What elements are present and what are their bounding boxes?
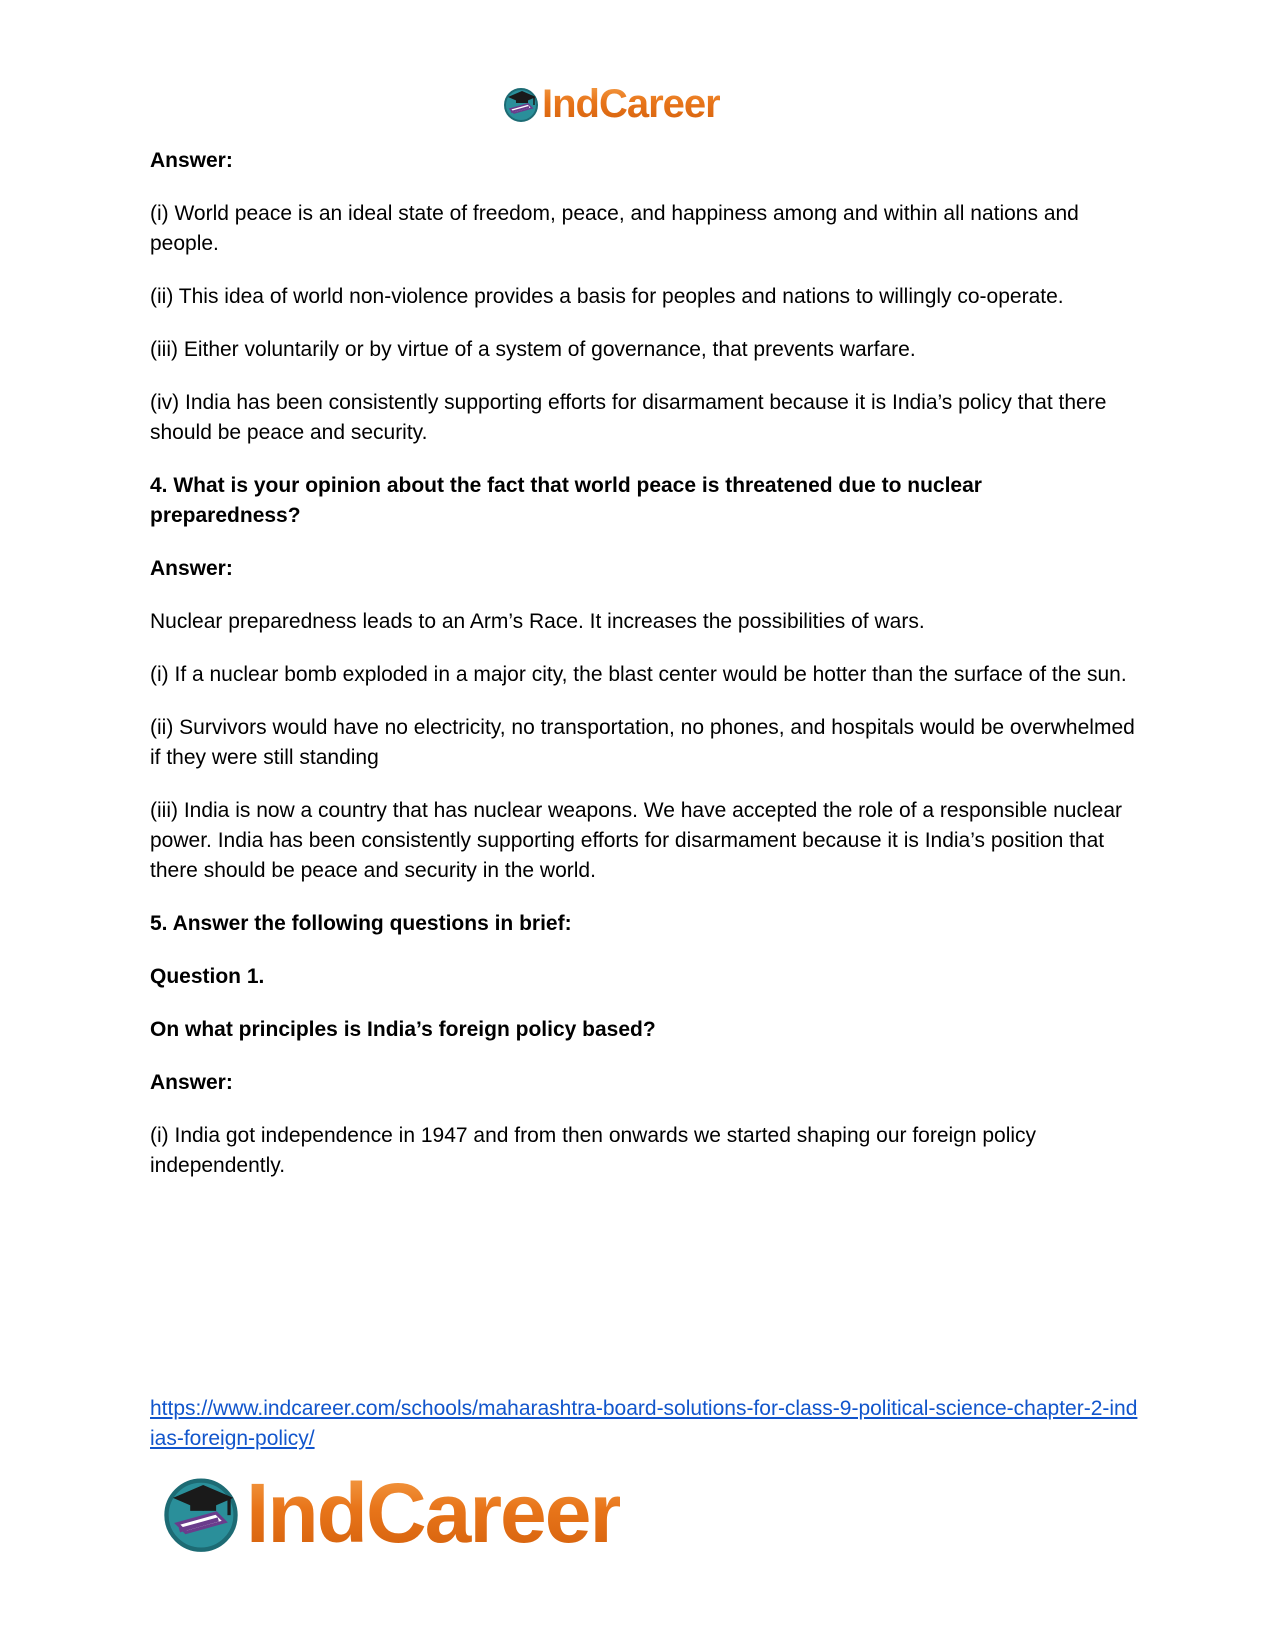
answer-point: (iii) Either voluntarily or by virtue of a system of governance, that prevents warfare. [150,338,916,361]
question-heading: 4. What is your opinion about the fact that world peace is threatened due to nuclear preparedness? [150,474,982,527]
graduation-cap-globe-icon [160,1472,242,1554]
header-logo [502,82,720,126]
answer-point: Nuclear preparedness leads to an Arm’s Race. It increases the possibilities of wars. [150,610,925,633]
document-body [150,146,1135,1204]
answer-point: (i) If a nuclear bomb exploded in a major city, the blast center would be hotter than the surface of the sun. [150,663,1127,686]
source-link[interactable]: https://www.indcareer.com/schools/maharashtra-board-solutions-for-class-9-political-science-chapter-2-indias-foreign-policy/ [150,1397,1138,1450]
answer-point: (iv) India has been consistently supporting efforts for disarmament because it is India’s policy that there should be peace and security. [150,391,1107,444]
graduation-cap-globe-icon [502,85,540,123]
logo-text: IndCareer [246,1466,621,1560]
answer-point: (ii) This idea of world non-violence provides a basis for peoples and nations to willingly co-operate. [150,285,1064,308]
answer-point: (i) World peace is an ideal state of freedom, peace, and happiness among and within all nations and people. [150,202,1079,255]
logo-text: IndCareer [542,82,720,126]
question-number: Question 1. [150,965,265,988]
footer-logo [160,1468,620,1558]
answer-point: (ii) Survivors would have no electricity, no transportation, no phones, and hospitals would be overwhelmed if they were still standing [150,716,1135,769]
answer-point: (i) India got independence in 1947 and from then onwards we started shaping our foreign policy independently. [150,1124,1037,1177]
answer-label: Answer: [150,149,233,172]
answer-label: Answer: [150,1071,233,1094]
answer-point: (iii) India is now a country that has nuclear weapons. We have accepted the role of a responsible nuclear power. India has been consistently supporting efforts for disarmament because it is India’s position that there should be peace and security in the world. [150,799,1122,882]
question-text: On what principles is India’s foreign policy based? [150,1018,656,1041]
answer-label: Answer: [150,557,233,580]
source-link-block [150,1394,1140,1454]
question-heading: 5. Answer the following questions in brief: [150,912,572,935]
